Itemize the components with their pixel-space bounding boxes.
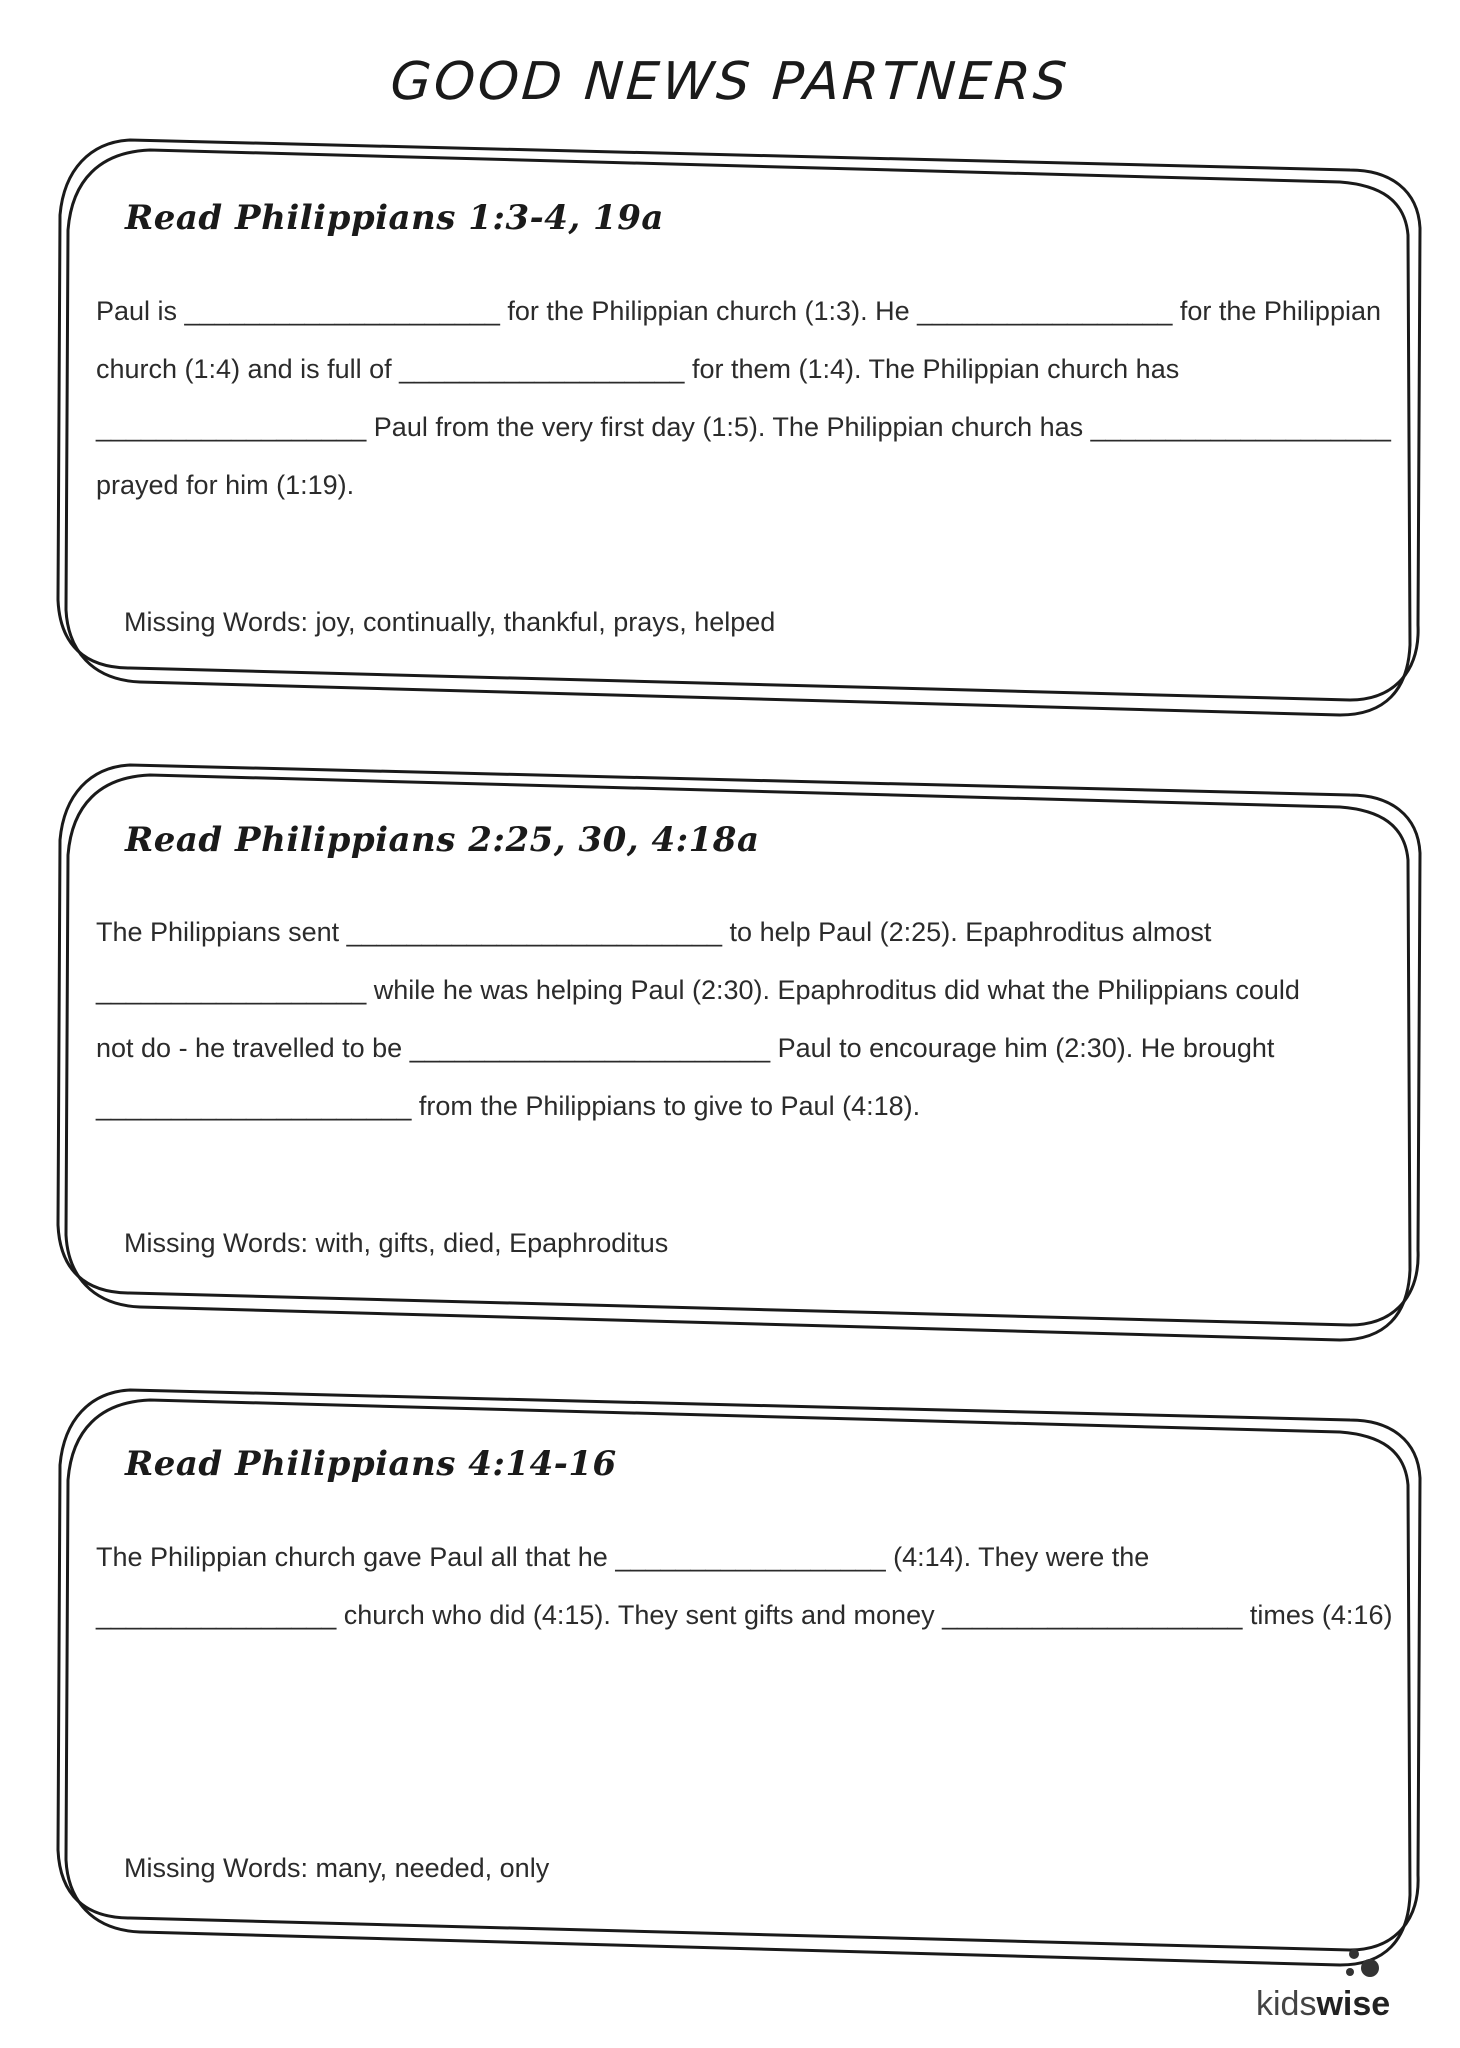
card-3-passage bbox=[96, 1528, 1396, 1644]
card-1-passage bbox=[96, 282, 1396, 514]
card-1-line: prayed for him (1:19). bbox=[96, 470, 355, 500]
card-3-heading: Read Philippians 4:14-16 bbox=[125, 1444, 617, 1484]
card-2-passage bbox=[96, 903, 1396, 1135]
card-2-missing-words: Missing Words: with, gifts, died, Epaphroditus bbox=[124, 1228, 669, 1258]
card-1-line: church (1:4) and is full of ___________________ for them (1:4). The Philippian church has bbox=[96, 354, 1180, 384]
card-2-heading: Read Philippians 2:25, 30, 4:18a bbox=[125, 820, 760, 860]
card-1-line: __________________ Paul from the very first day (1:5). The Philippian church has ____________________ bbox=[96, 412, 1391, 442]
kidswise-logo bbox=[1256, 1944, 1416, 2024]
card-1-line: Paul is _____________________ for the Philippian church (1:3). He _________________ for the Philippian bbox=[96, 296, 1381, 326]
card-3-line: ________________ church who did (4:15). They sent gifts and money ____________________ times (4:16) bbox=[96, 1600, 1393, 1630]
card-2-line: __________________ while he was helping Paul (2:30). Epaphroditus did what the Philippians could bbox=[96, 975, 1300, 1005]
card-3-missing-words: Missing Words: many, needed, only bbox=[124, 1853, 550, 1883]
page-title: GOOD NEWS PARTNERS bbox=[388, 52, 1072, 112]
card-2-line: The Philippians sent _________________________ to help Paul (2:25). Epaphroditus almost bbox=[96, 917, 1212, 947]
logo-text-wise: wise bbox=[1316, 1985, 1391, 2023]
card-2-line: _____________________ from the Philippians to give to Paul (4:18). bbox=[96, 1091, 921, 1121]
card-1-heading: Read Philippians 1:3-4, 19a bbox=[125, 198, 664, 238]
logo-text-kids: kids bbox=[1256, 1985, 1317, 2023]
logo-text bbox=[1256, 1985, 1390, 2024]
card-1-missing-words: Missing Words: joy, continually, thankful, prays, helped bbox=[124, 607, 776, 637]
card-3-line: The Philippian church gave Paul all that he __________________ (4:14). They were the bbox=[96, 1542, 1150, 1572]
card-2-line: not do - he travelled to be ________________________ Paul to encourage him (2:30). He brought bbox=[96, 1033, 1275, 1063]
logo-dots-icon bbox=[1336, 1944, 1396, 1984]
